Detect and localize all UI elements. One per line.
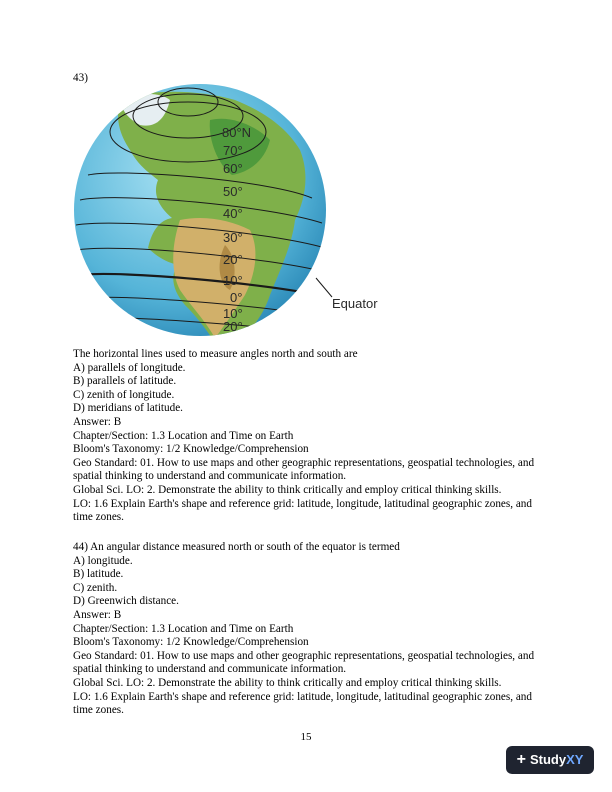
geo-standard: Geo Standard: 01. How to use maps and other geographic representations, geospatial technologies, and spatial thinking to understand and communicate information. xyxy=(73,649,535,676)
option-c: C) zenith of longitude. xyxy=(73,388,175,401)
option-d: D) meridians of latitude. xyxy=(73,402,183,415)
lat-label: 40° xyxy=(223,206,243,221)
globe-illustration xyxy=(60,80,390,350)
question-44-block xyxy=(73,541,548,718)
lat-label: 30° xyxy=(223,230,243,245)
globe-figure xyxy=(60,80,390,350)
lat-label: 10° xyxy=(223,273,243,288)
global-sci-lo: Global Sci. LO: 2. Demonstrate the ability to think critically and employ critical thinking skills. xyxy=(73,483,502,496)
question-text: 44) An angular distance measured north or south of the equator is termed xyxy=(73,541,400,553)
question-number: 43) xyxy=(73,72,88,84)
question-text: The horizontal lines used to measure angles north and south are xyxy=(73,348,358,360)
lat-label: 0° xyxy=(230,290,243,305)
lat-label: 60° xyxy=(223,161,243,176)
brand-prefix: Study xyxy=(529,752,567,768)
blooms-taxonomy: Bloom's Taxonomy: 1/2 Knowledge/Comprehension xyxy=(73,636,309,649)
brand-suffix: XY xyxy=(566,752,584,768)
answer: Answer: B xyxy=(73,415,122,428)
page-number: 15 xyxy=(300,731,312,743)
answer: Answer: B xyxy=(73,608,122,621)
option-b: B) parallels of latitude. xyxy=(73,375,177,388)
option-d: D) Greenwich distance. xyxy=(73,595,179,608)
geo-standard: Geo Standard: 01. How to use maps and other geographic representations, geospatial technologies, and spatial thinking to understand and communicate information. xyxy=(73,456,535,483)
lat-label: 20° xyxy=(223,319,243,334)
learning-objective: LO: 1.6 Explain Earth's shape and reference grid: latitude, longitude, latitudinal geographic zones, and time zones. xyxy=(73,690,532,717)
lat-label: 20° xyxy=(223,252,243,267)
lat-label: 50° xyxy=(223,184,243,199)
option-a: A) parallels of longitude. xyxy=(73,361,186,374)
lat-label: 70° xyxy=(223,143,243,158)
equator-leader xyxy=(316,278,332,297)
blooms-taxonomy: Bloom's Taxonomy: 1/2 Knowledge/Comprehension xyxy=(73,443,309,456)
option-a: A) longitude. xyxy=(73,554,133,567)
learning-objective: LO: 1.6 Explain Earth's shape and reference grid: latitude, longitude, latitudinal geographic zones, and time zones. xyxy=(73,497,532,524)
option-b: B) latitude. xyxy=(73,568,124,581)
global-sci-lo: Global Sci. LO: 2. Demonstrate the ability to think critically and employ critical thinking skills. xyxy=(73,676,502,689)
chapter-section: Chapter/Section: 1.3 Location and Time on Earth xyxy=(73,429,294,442)
lat-label: 80°N xyxy=(222,125,252,140)
question-43-block xyxy=(73,348,548,525)
option-c: C) zenith. xyxy=(73,581,118,594)
chapter-section: Chapter/Section: 1.3 Location and Time on Earth xyxy=(73,622,294,635)
plus-icon: + xyxy=(516,751,526,769)
studyxy-badge[interactable] xyxy=(506,746,594,774)
equator-label: Equator xyxy=(332,296,378,311)
lat-label: 10° xyxy=(223,306,243,321)
